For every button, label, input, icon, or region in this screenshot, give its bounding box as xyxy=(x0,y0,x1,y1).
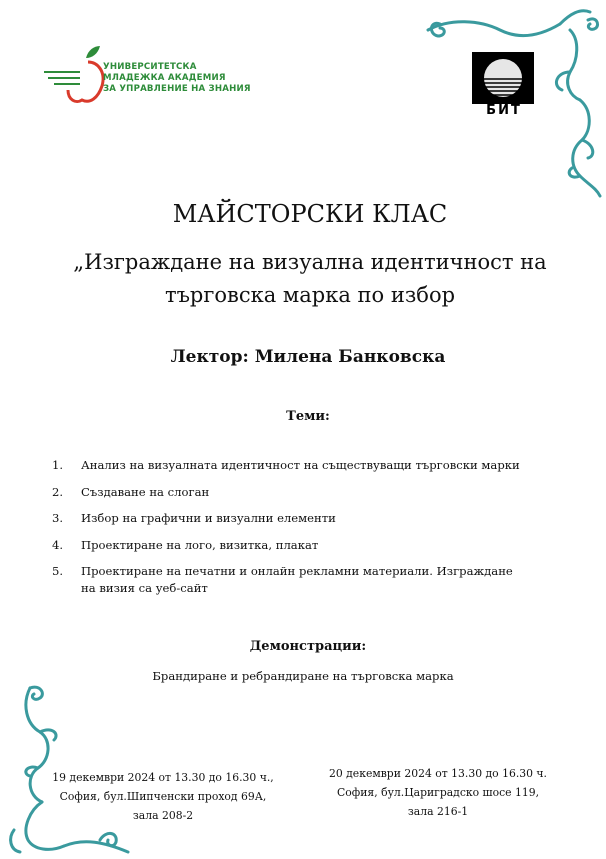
topic-number: 4. xyxy=(52,537,64,552)
session-room: зала 216-1 xyxy=(407,805,469,818)
session-date: 20 декември 2024 от 13.30 до 16.30 ч. xyxy=(328,767,547,780)
lecturer-name: Лектор: Милена Банковска xyxy=(170,347,446,367)
apple-logo-icon xyxy=(40,40,110,110)
session-info-first xyxy=(40,768,286,825)
session-date: 19 декември 2024 от 13.30 до 16.30 ч., xyxy=(52,771,274,784)
bit-logo xyxy=(472,52,534,122)
topic-number: 1. xyxy=(52,458,64,472)
topics-list xyxy=(52,457,552,607)
session-address: София, бул.Цариградско шосе 119, xyxy=(336,786,539,799)
bit-logo-text: БИТ xyxy=(486,103,522,118)
university-academy-logo xyxy=(40,40,250,110)
bit-emblem-icon xyxy=(472,52,534,104)
subtitle-line-1: „Изграждане на визуална идентичност на xyxy=(73,250,547,274)
topic-text-continued: на визия са уеб-сайт xyxy=(81,581,208,595)
topic-item xyxy=(52,510,552,527)
topic-item xyxy=(52,484,552,501)
topic-item xyxy=(52,537,552,554)
topic-item xyxy=(52,563,552,597)
topic-text: Създаване на слоган xyxy=(81,484,210,499)
session-room: зала 208-2 xyxy=(132,809,194,822)
university-logo-line-3: ЗА УПРАВЛЕНИЕ НА ЗНАНИЯ xyxy=(103,84,251,94)
session-info-second xyxy=(310,764,566,821)
topic-text: Проектиране на печатни и онлайн рекламни материали. Изграждане xyxy=(81,564,513,578)
topic-text: Проектиране на лого, визитка, плакат xyxy=(81,537,319,552)
topic-text: Избор на графични и визуални елементи xyxy=(81,511,336,525)
demonstrations-text: Брандиране и ребрандиране на търговска марка xyxy=(152,669,454,683)
topic-number: 2. xyxy=(52,484,64,499)
topic-number: 3. xyxy=(52,511,64,525)
demonstrations-heading: Демонстрации: xyxy=(249,639,367,654)
subtitle-line-2: търговска марка по избор xyxy=(164,283,456,307)
university-logo-line-2: МЛАДЕЖКА АКАДЕМИЯ xyxy=(103,73,226,83)
topic-item xyxy=(52,457,552,474)
university-logo-line-1: УНИВЕРСИТЕТСКА xyxy=(103,62,197,72)
topic-text: Анализ на визуалната идентичност на съществуващи търговски марки xyxy=(81,458,520,472)
session-address: София, бул.Шипченски проход 69А, xyxy=(59,790,267,803)
page-subtitle xyxy=(30,246,590,312)
topic-number: 5. xyxy=(52,564,64,578)
topics-heading: Теми: xyxy=(286,409,330,424)
page-title: МАЙСТОРСКИ КЛАС xyxy=(172,200,448,228)
